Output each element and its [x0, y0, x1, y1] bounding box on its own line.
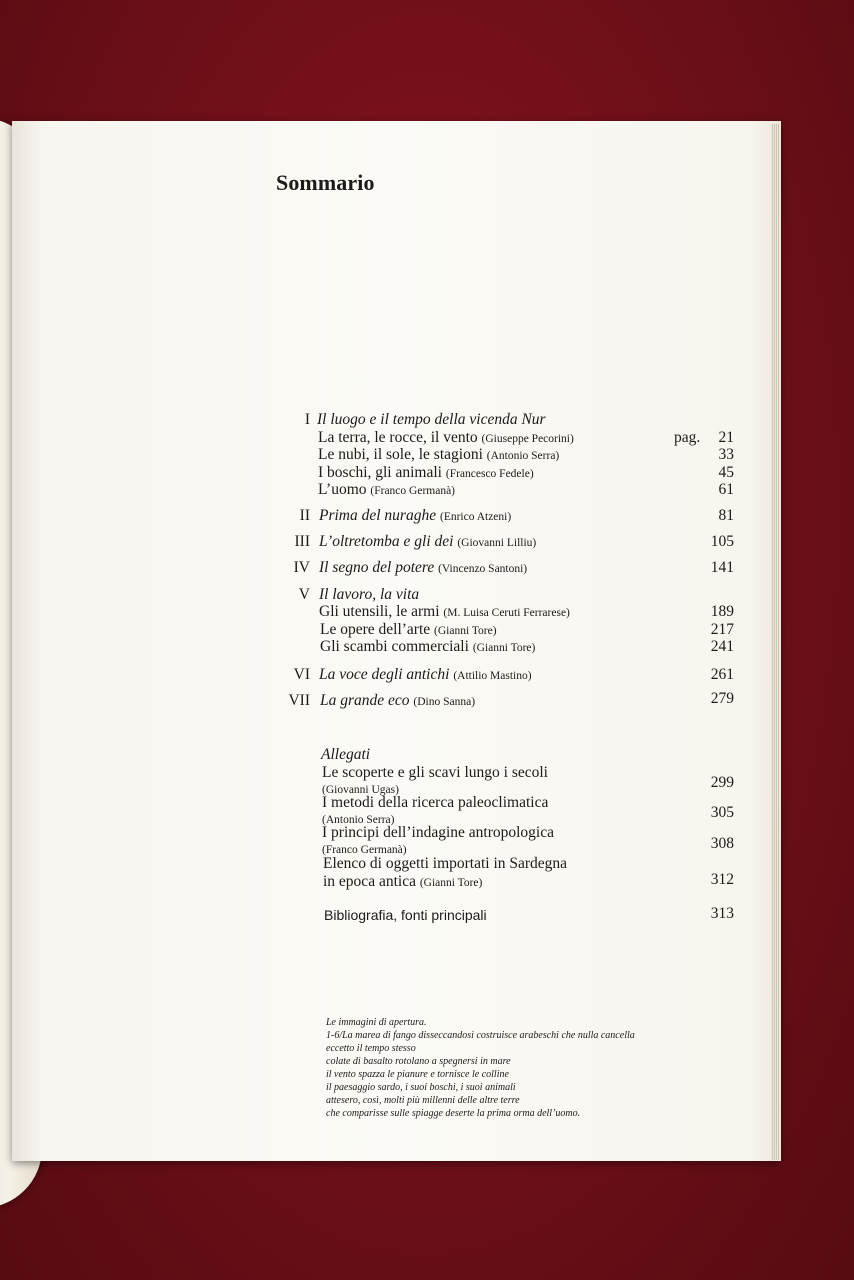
- allegati-heading: Allegati: [321, 746, 371, 763]
- entry-author: (Francesco Fedele): [445, 468, 534, 480]
- chapter-author: (Attilio Mastino): [453, 670, 532, 682]
- caption-line: il paesaggio sardo, i suoi boschi, i suoi animali: [326, 1082, 516, 1093]
- entry-page: 308: [710, 835, 734, 852]
- page-title: Sommario: [276, 170, 375, 195]
- entry-author: (Antonio Serra): [486, 450, 560, 462]
- entry-author: (Franco Germanà): [370, 485, 456, 497]
- chapter-number: II: [299, 507, 310, 524]
- entry-author: (Antonio Serra): [322, 814, 395, 826]
- entry-page: 61: [718, 481, 734, 498]
- entry-title: I principi dell’indagine antropologica: [322, 824, 554, 841]
- chapter-number: IV: [293, 559, 310, 576]
- chapter-title: Prima del nuraghe: [319, 507, 437, 524]
- chapter-author: (Giovanni Lilliu): [457, 537, 537, 549]
- pag-label: pag.: [674, 429, 701, 446]
- caption-line: Le immagini di apertura.: [326, 1017, 427, 1028]
- entry-author: (M. Luisa Ceruti Ferrarese): [443, 607, 570, 619]
- entry-author: (Gianni Tore): [472, 642, 536, 654]
- entry-page: 45: [718, 464, 734, 481]
- chapter-page: 81: [718, 507, 734, 524]
- entry-title: Bibliografia, fonti principali: [324, 907, 487, 923]
- chapter-title: La voce degli antichi: [319, 666, 450, 683]
- entry-page: 33: [718, 446, 734, 463]
- entry-author: (Franco Germanà): [322, 844, 407, 856]
- entry-page: 21: [718, 429, 734, 446]
- chapter-page: 261: [710, 666, 734, 683]
- chapter-page: 141: [710, 559, 734, 576]
- chapter-number: VII: [288, 692, 310, 709]
- chapter-page: 105: [710, 533, 734, 550]
- entry-title: I boschi, gli animali: [318, 464, 442, 481]
- entry-page: 189: [710, 603, 734, 620]
- entry-author: (Giuseppe Pecorini): [481, 433, 574, 445]
- entry-title: Le scoperte e gli scavi lungo i secoli: [322, 764, 548, 781]
- chapter-title: Il lavoro, la vita: [319, 586, 420, 603]
- entry-title: Gli scambi commerciali: [320, 638, 469, 655]
- photo-caption: [326, 1016, 746, 1120]
- caption-line: attesero, così, molti più millenni delle altre terre: [326, 1095, 520, 1106]
- chapter-title: La grande eco: [320, 692, 410, 709]
- chapter-author: (Dino Sanna): [413, 696, 476, 708]
- entry-page: 312: [710, 871, 734, 888]
- caption-line: 1-6/La marea di fango disseccandosi costruisce arabeschi che nulla cancella: [326, 1030, 635, 1041]
- page-stack-edge: [771, 124, 779, 1160]
- entry-page: 313: [710, 905, 734, 922]
- entry-author: (Gianni Tore): [419, 877, 483, 889]
- entry-title: I metodi della ricerca paleoclimatica: [322, 794, 549, 811]
- caption-line: che comparisse sulle spiagge deserte la prima orma dell’uomo.: [326, 1108, 581, 1119]
- chapter-page: 279: [710, 690, 734, 707]
- entry-page: 241: [710, 638, 734, 655]
- entry-title: L’uomo: [318, 481, 367, 498]
- caption-line: il vento spazza le pianure e tornisce le colline: [326, 1069, 509, 1080]
- entry-page: 299: [710, 774, 734, 791]
- chapter-number: III: [294, 533, 310, 550]
- entry-title: Gli utensili, le armi: [319, 603, 440, 620]
- entry-author: (Gianni Tore): [434, 625, 497, 637]
- entry-author: (Giovanni Ugas): [322, 784, 399, 796]
- entry-title: La terra, le rocce, il vento: [318, 429, 478, 446]
- chapter-author: (Vincenzo Santoni): [438, 563, 528, 575]
- chapter-number: I: [304, 411, 310, 428]
- chapter-author: (Enrico Atzeni): [439, 511, 512, 523]
- chapter-number: V: [298, 586, 310, 603]
- entry-title: Le nubi, il sole, le stagioni: [318, 446, 483, 463]
- chapter-title: Il luogo e il tempo della vicenda Nur: [317, 411, 546, 428]
- entry-title-line2: in epoca antica: [323, 873, 416, 890]
- chapter-title: Il segno del potere: [319, 559, 435, 576]
- entry-title: Elenco di oggetti importati in Sardegna: [323, 855, 568, 872]
- caption-line: eccetto il tempo stesso: [326, 1043, 416, 1054]
- chapter-number: VI: [293, 666, 310, 683]
- caption-line: colate di basalto rotolano a spegnersi in mare: [326, 1056, 511, 1067]
- entry-page: 305: [710, 804, 734, 821]
- entry-page: 217: [710, 621, 734, 638]
- entry-title: Le opere dell’arte: [320, 621, 431, 638]
- chapter-title: L’oltretomba e gli dei: [319, 533, 454, 550]
